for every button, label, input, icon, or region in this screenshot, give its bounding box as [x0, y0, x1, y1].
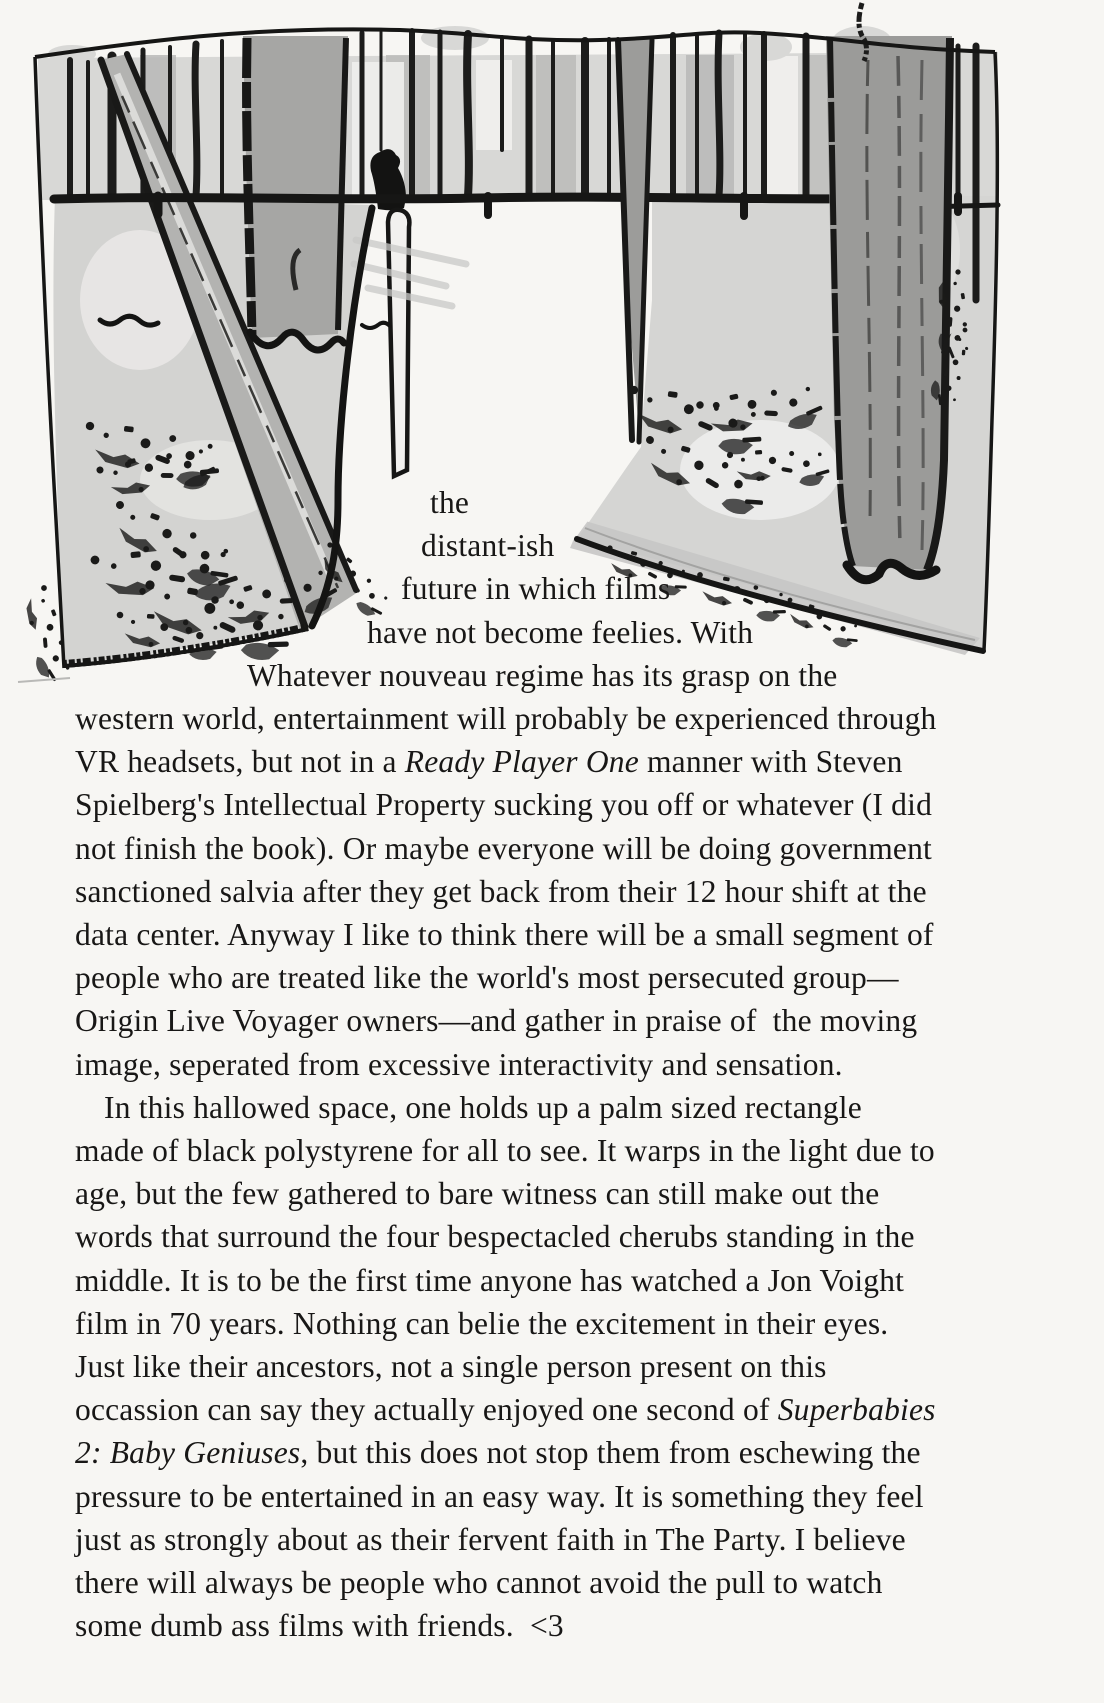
text-line: VR headsets, but not in a Ready Player One manner with Steven	[75, 744, 903, 780]
text-line: sanctioned salvia after they get back from their 12 hour shift at the	[75, 873, 927, 909]
text-line: data center. Anyway I like to think there will be a small segment of	[75, 917, 934, 953]
text-line: Whatever nouveau regime has its grasp on the	[247, 657, 838, 693]
text-line: In this hallowed space, one holds up a palm sized rectangle	[104, 1089, 862, 1125]
text-line: future in which films	[401, 571, 671, 607]
text-line: film in 70 years. Nothing can belie the excitement in their eyes.	[75, 1305, 889, 1341]
text-line: Spielberg's Intellectual Property sucking you off or whatever (I did	[75, 787, 933, 823]
text-line: middle. It is to be the first time anyone has watched a Jon Voight	[75, 1262, 905, 1298]
text-line: 2: Baby Geniuses, but this does not stop them from eschewing the	[75, 1435, 921, 1471]
text-line: made of black polystyrene for all to see. It warps in the light due to	[75, 1133, 935, 1169]
text-line: not finish the book). Or maybe everyone will be doing government	[75, 830, 932, 866]
article-lines	[0, 481, 1104, 1647]
text-line: western world, entertainment will probably be experienced through	[75, 701, 937, 737]
text-line: image, seperated from excessive interactivity and sensation.	[75, 1046, 843, 1082]
text-line: there will always be people who cannot avoid the pull to watch	[75, 1565, 883, 1601]
text-line: age, but the few gathered to bare witness can still make out the	[75, 1176, 880, 1212]
text-line: Just like their ancestors, not a single person present on this	[75, 1349, 827, 1385]
text-line: people who are treated like the world's most persecuted group—	[75, 960, 899, 996]
text-line: occassion can say they actually enjoyed one second of Superbabies	[75, 1392, 936, 1428]
text-line: the	[430, 485, 470, 520]
text-line: pressure to be entertained in an easy way. It is something they feel	[75, 1478, 924, 1514]
text-line: distant-ish	[421, 528, 555, 564]
text-line: some dumb ass films with friends. <3	[75, 1608, 564, 1644]
text-line: words that surround the four bespectacled cherubs standing in the	[75, 1219, 915, 1255]
text-line: have not become feelies. With	[367, 614, 754, 650]
text-line: Origin Live Voyager owners—and gather in praise of the moving	[75, 1003, 918, 1039]
text-line: just as strongly about as their fervent faith in The Party. I believe	[75, 1521, 906, 1557]
